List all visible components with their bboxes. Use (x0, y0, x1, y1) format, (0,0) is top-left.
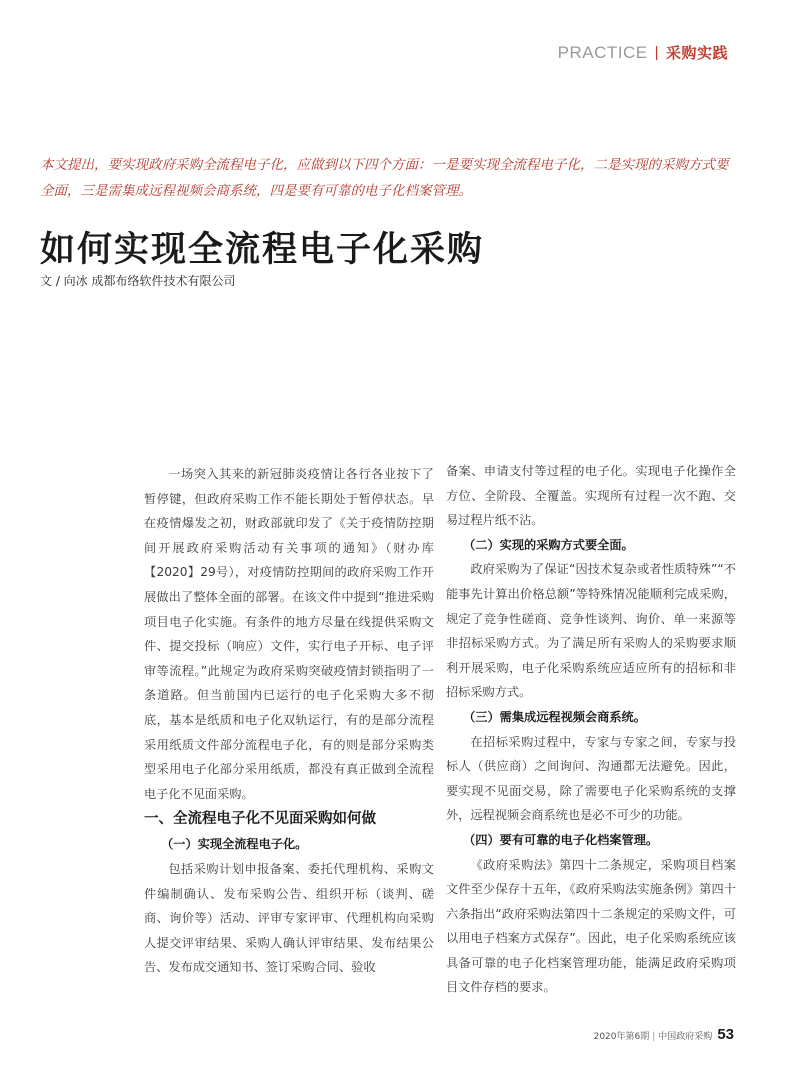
subsection-heading-3: （三）需集成远程视频会商系统。 (463, 709, 646, 724)
subsection-heading-4: （四）要有可靠的电子化档案管理。 (463, 832, 659, 847)
subsection-body-1-continued: 备案、申请支付等过程的电子化。实现电子化操作全方位、全阶段、全覆盖。实现所有过程一次不跑、交易过程片纸不沾。 (446, 464, 736, 528)
subsection-body-4: 《政府采购法》第四十二条规定，采购项目档案文件至少保存十五年，《政府采购法实施条例》第四十六条指出“政府采购法第四十二条规定的采购文件，可以用电子档案方式保存”。因此，电子化采购系统应该具备可靠的电子化档案管理功能，能满足政府采购项目文件存档的要求。 (446, 857, 736, 995)
section-label-en: PRACTICE (557, 42, 648, 62)
intro-paragraph: 一场突入其来的新冠肺炎疫情让各行各业按下了暂停键，但政府采购工作不能长期处于暂停状态。早在疫情爆发之初，财政部就印发了《关于疫情防控期间开展政府采购活动有关事项的通知》（财办库【2020】29号），对疫情防控期间的政府采购工作开展做出了整体全面的部署。在该文件中提到“推进采购项目电子化实施。有条件的地方尽量在线提供采购文件、提交投标（响应）文件，实行电子开标、电子评审等流程。”此规定为政府采购突破疫情封锁指明了一条道路。但当前国内已运行的电子化采购大多不彻底，基本是纸质和电子化双轨运行，有的是部分流程采用纸质文件部分流程电子化，有的则是部分采购类型采用电子化部分采用纸质，都没有真正做到全流程电子化不见面采购。 (144, 467, 434, 801)
right-column (446, 459, 736, 1000)
page-footer (594, 1026, 734, 1043)
issue-label: 2020年第6期 (593, 1032, 650, 1042)
subsection-heading-1: （一）实现全流程电子化。 (161, 837, 308, 852)
section-heading-1: 一、全流程电子化不见面采购如何做 (144, 811, 376, 828)
header-separator: | (654, 44, 659, 61)
section-label-zh: 采购实践 (665, 44, 728, 62)
publication-name: 中国政府采购 (658, 1032, 713, 1042)
page-number: 53 (717, 1026, 734, 1043)
subsection-body-3: 在招标采购过程中，专家与专家之间，专家与投标人（供应商）之间询问、沟通都无法避免。因此，要实现不见面交易，除了需要电子化采购系统的支撑外，远程视频会商系统也是必不可少的功能。 (446, 734, 736, 823)
subsection-body-2: 政府采购为了保证“因技术复杂或者性质特殊”“不能事先计算出价格总额”等特殊情况能顺利完成采购，规定了竞争性磋商、竞争性谈判、询价、单一来源等非招标采购方式。为了满足所有采购人的采购要求顺利开展采购，电子化采购系统应适应所有的招标和非招标采购方式。 (446, 562, 736, 700)
article-abstract: 本文提出，要实现政府采购全流程电子化，应做到以下四个方面：一是要实现全流程电子化，二是实现的采购方式要全面，三是需集成远程视频会商系统，四是要有可靠的电子化档案管理。 (40, 157, 729, 199)
article-title: 如何实现全流程电子化采购 (40, 229, 485, 270)
footer-separator: | (652, 1032, 656, 1042)
article-byline: 文 / 向冰 成都布络软件技术有限公司 (40, 274, 236, 288)
subsection-heading-2: （二）实现的采购方式要全面。 (463, 537, 634, 552)
left-column (144, 462, 434, 980)
section-header (558, 42, 728, 63)
subsection-body-1: 包括采购计划申报备案、委托代理机构、采购文件编制确认、发布采购公告、组织开标（谈判、磋商、询价等）活动、评审专家评审、代理机构向采购人提交评审结果、采购人确认评审结果、发布结果公告、发布成交通知书、签订采购合同、验收 (144, 861, 434, 975)
